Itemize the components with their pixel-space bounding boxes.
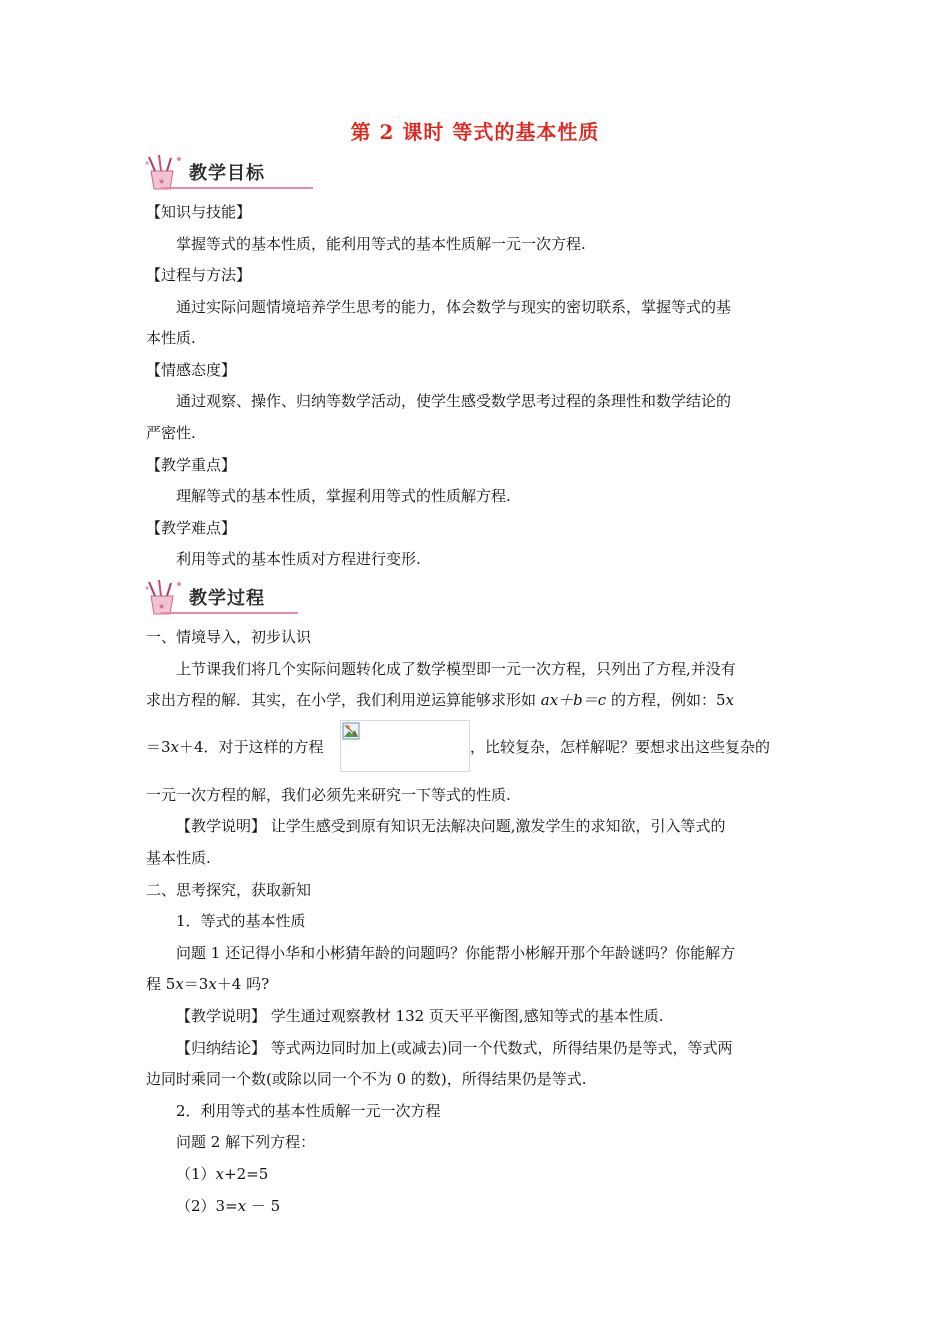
question-1-line-1: 问题 1 还记得小华和小彬猜年龄的问题吗？你能帮小彬解开那个年龄谜吗？你能解方	[176, 944, 736, 962]
key-point-text: 理解等式的基本性质，掌握利用等式的性质解方程.	[176, 487, 511, 505]
key-point-heading: 【教学重点】	[146, 456, 237, 474]
broken-image-placeholder	[340, 720, 470, 772]
text-span: ＋4 吗?	[216, 975, 270, 993]
text-span: － 5	[246, 1197, 281, 1215]
section-underline	[161, 187, 313, 189]
svg-text:★: ★	[158, 602, 166, 611]
method-heading: 【过程与方法】	[146, 266, 252, 284]
text-span: +2=5	[224, 1165, 269, 1183]
subheading-1: 1．等式的基本性质	[176, 912, 306, 930]
math-variable: x	[208, 975, 217, 993]
subheading-2: 2．利用等式的基本性质解一元一次方程	[176, 1102, 441, 1120]
text-span: （1）	[176, 1165, 216, 1183]
math-variable: x	[215, 1165, 225, 1183]
section-label: 教学过程	[189, 588, 265, 609]
part1-para-line-2	[146, 690, 734, 710]
method-text-line-1: 通过实际问题情境培养学生思考的能力，体会数学与现实的密切联系，掌握等式的基	[176, 298, 732, 316]
knowledge-text: 掌握等式的基本性质，能利用等式的基本性质解一元一次方程.	[176, 235, 586, 253]
section-underline	[161, 612, 298, 614]
text-span: ＝3	[183, 975, 209, 993]
section-banner-process	[143, 578, 298, 618]
text-span: 求出方程的解．其实，在小学，我们利用逆运算能够求形如	[146, 691, 541, 709]
part1-para-line-3-cont: ，比较复杂，怎样解呢？要想求出这些复杂的	[470, 738, 771, 756]
teaching-note-2: 【教学说明】 学生通过观察教材 132 页天平平衡图,感知等式的基本性质.	[176, 1007, 664, 1025]
part1-para-line-4: 一元一次方程的解，我们必须先来研究一下等式的性质.	[146, 786, 511, 804]
page-title: 第 2 课时 等式的基本性质	[350, 120, 600, 144]
section-label: 教学目标	[189, 163, 265, 184]
text-span: 的方程，例如：5	[606, 691, 726, 709]
math-variable: x	[725, 691, 734, 709]
difficulty-heading: 【教学难点】	[146, 519, 237, 537]
equation-2	[176, 1196, 280, 1216]
part1-heading: 一、情境导入，初步认识	[146, 628, 312, 646]
method-text-line-2: 本性质.	[146, 329, 196, 347]
math-variable: x	[170, 738, 180, 756]
question-1-line-2	[146, 974, 269, 994]
math-variable: x	[237, 1197, 247, 1215]
text-span: ＋4．对于这样的方程	[179, 738, 324, 756]
conclusion-line-2: 边同时乘同一个数(或除以同一个不为 0 的数)，所得结果仍是等式.	[146, 1070, 587, 1088]
part1-para-line-3	[146, 737, 324, 757]
emotion-text-line-1: 通过观察、操作、归纳等数学活动，使学生感受数学思考过程的条理性和数学结论的	[176, 392, 732, 410]
conclusion-line-1: 【归纳结论】 等式两边同时加上(或减去)同一个代数式，所得结果仍是等式，等式两	[176, 1039, 733, 1057]
emotion-heading: 【情感态度】	[146, 361, 237, 379]
part2-heading: 二、思考探究，获取新知	[146, 881, 312, 899]
emotion-text-line-2: 严密性.	[146, 424, 196, 442]
svg-text:★: ★	[158, 177, 166, 186]
question-2: 问题 2 解下列方程：	[176, 1133, 316, 1151]
math-expression: ax＋b＝c	[540, 691, 607, 709]
equation-1	[176, 1164, 268, 1184]
text-span: ＝3	[146, 738, 171, 756]
text-span: （2）3=	[176, 1197, 238, 1215]
section-banner-goals	[143, 153, 313, 193]
broken-image-icon	[342, 722, 360, 740]
teaching-note-1-line-1: 【教学说明】 让学生感受到原有知识无法解决问题,激发学生的求知欲，引入等式的	[176, 817, 726, 835]
math-variable: x	[175, 975, 184, 993]
text-span: 程 5	[146, 975, 176, 993]
part1-para-line-1: 上节课我们将几个实际问题转化成了数学模型即一元一次方程，只列出了方程,并没有	[176, 660, 736, 678]
knowledge-heading: 【知识与技能】	[146, 203, 252, 221]
teaching-note-1-line-2: 基本性质.	[146, 849, 211, 867]
difficulty-text: 利用等式的基本性质对方程进行变形.	[176, 550, 421, 568]
